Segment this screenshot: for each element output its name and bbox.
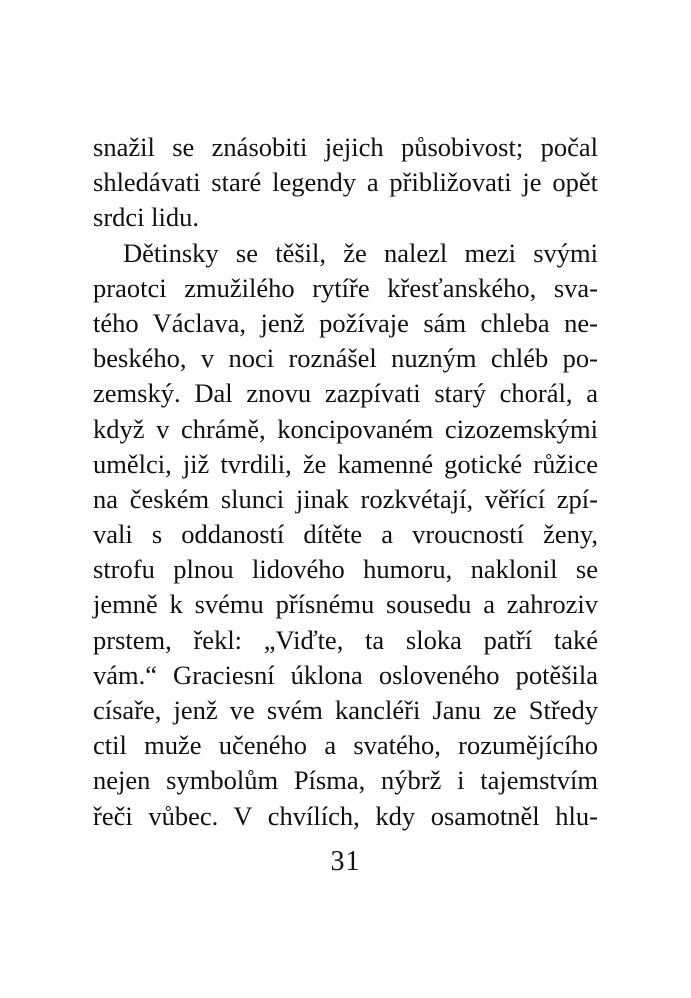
- text-line: shledávati staré legendy a přibližovati je opět: [93, 167, 598, 198]
- text-line: beského, v noci roznášel nuzným chléb po-: [93, 343, 598, 374]
- text-line: řeči vůbec. V chvílích, kdy osamotněl hlu-: [93, 800, 598, 831]
- text-line: nejen symbolům Písma, nýbrž i tajemstvím: [93, 765, 598, 796]
- text-line: praotci zmužilého rytíře křesťanského, sva-: [93, 272, 598, 303]
- text-line: Dětinsky se těšil, že nalezl mezi svými: [123, 237, 598, 268]
- text-line: snažil se znásobiti jejich působivost; počal: [93, 132, 598, 162]
- paragraph-2: [93, 236, 598, 834]
- text-line: vám.“ Graciesní úklona osloveného potěšila: [93, 659, 598, 690]
- paragraph-1: [93, 130, 598, 236]
- text-line: vali s oddaností dítěte a vroucností ženy,: [93, 519, 598, 550]
- text-line: strofu plnou lidového humoru, naklonil se: [93, 554, 598, 585]
- page-number: 31: [330, 846, 361, 877]
- page-body: [93, 130, 598, 834]
- text-line: na českém slunci jinak rozkvétají, věřící zpí-: [93, 483, 598, 514]
- text-line: tého Václava, jenž požívaje sám chleba ne-: [93, 307, 598, 338]
- text-line: jemně k svému přísnému sousedu a zahroziv: [93, 589, 598, 620]
- text-line: ctil muže učeného a svatého, rozumějícího: [93, 730, 598, 761]
- text-line: císaře, jenž ve svém kancléři Janu ze Středy: [93, 695, 598, 725]
- text-line: když v chrámě, koncipovaném cizozemskými: [93, 413, 598, 444]
- text-line: prstem, řekl: „Viďte, ta sloka patří také: [93, 624, 598, 655]
- text-line: umělci, již tvrdili, že kamenné gotické růžice: [93, 448, 598, 479]
- text-line: zemský. Dal znovu zazpívati starý chorál, a: [93, 378, 598, 409]
- text-line: srdci lidu.: [93, 202, 199, 233]
